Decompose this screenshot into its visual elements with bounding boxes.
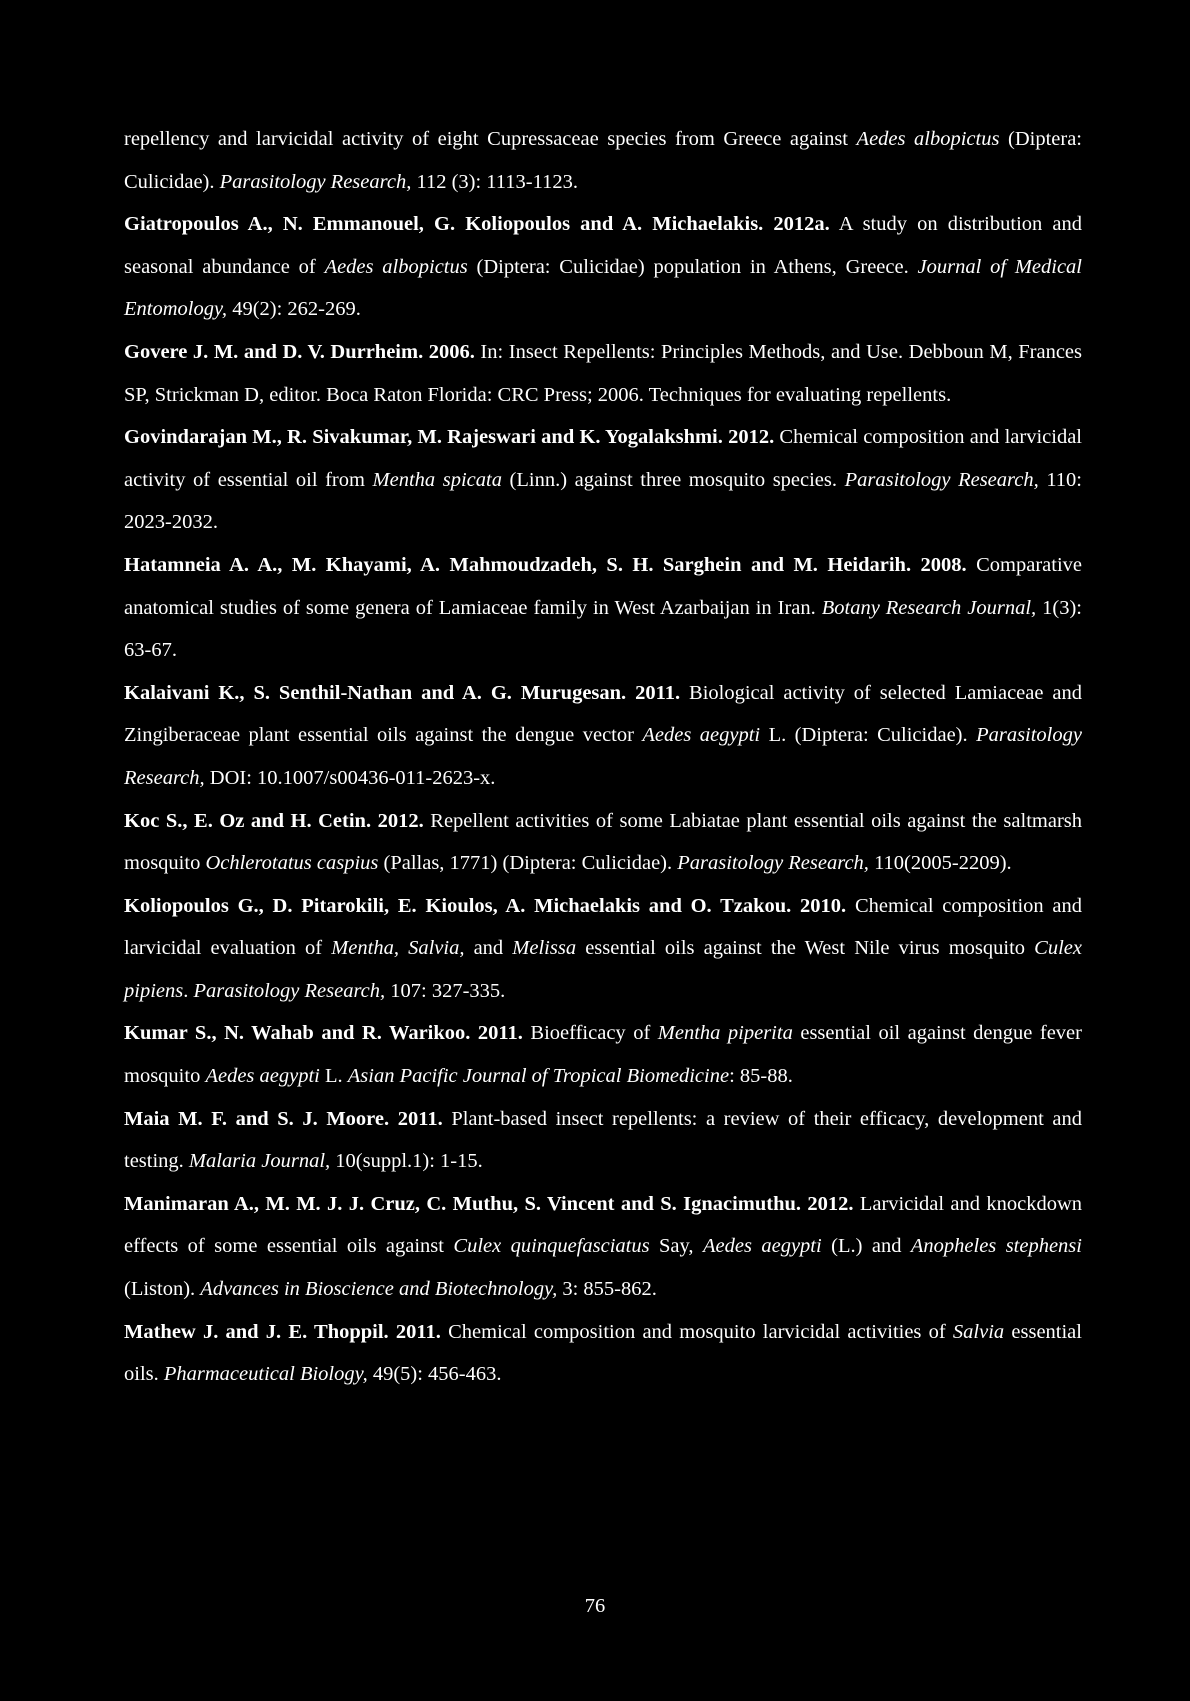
reference-entry-govindarajan <box>124 416 1082 544</box>
reference-entry-mathew <box>124 1311 1082 1396</box>
reference-entry-manimaran <box>124 1183 1082 1311</box>
reference-text: Comparative anatomical studies of some genera of Lamiaceae family in West Azarbaijan in Iran. <box>124 553 1083 619</box>
reference-citation: : 85-88. <box>729 1065 793 1088</box>
reference-authors: Kalaivani K., S. Senthil-Nathan and A. G. Murugesan. 2011. <box>124 681 681 704</box>
reference-text: (Linn.) against three mosquito species. <box>501 468 845 491</box>
species-name: Aedes albopictus <box>856 128 1000 150</box>
reference-authors: Giatropoulos A., N. Emmanouel, G. Koliopoulos and A. Michaelakis. 2012a. <box>124 213 830 236</box>
reference-citation: 1(3): 63-67. <box>124 596 1082 662</box>
reference-citation: 112 (3): 1113-1123. <box>411 170 578 193</box>
journal-name: Parasitology Research, <box>219 170 412 193</box>
reference-text: essential oil against dengue fever mosquito <box>124 1022 1082 1088</box>
reference-citation: 3: 855-862. <box>557 1278 657 1301</box>
reference-text: (L.) and <box>821 1235 911 1258</box>
reference-entry-kumar <box>124 1012 1082 1097</box>
reference-text: A study on distribution and seasonal abundance of <box>124 213 1082 278</box>
species-name: Culex pipiens <box>124 937 1082 1002</box>
species-name: Mentha, Salvia, <box>331 937 465 960</box>
species-name: Melissa <box>512 937 577 960</box>
reference-entry-maia <box>124 1098 1082 1183</box>
reference-text: (Diptera: Culicidae). <box>124 128 1082 193</box>
reference-authors: Hatamneia A. A., M. Khayami, A. Mahmoudzadeh, S. H. Sarghein and M. Heidarih. 2008. <box>124 553 967 576</box>
journal-name: Malaria Journal, <box>188 1150 331 1173</box>
reference-entry-koc <box>124 800 1082 885</box>
reference-text: (Diptera: Culicidae) population in Athens, Greece. <box>467 255 918 278</box>
journal-name: Pharmaceutical Biology, <box>163 1363 368 1386</box>
reference-text: L. <box>319 1065 348 1088</box>
reference-text: essential oils against the West Nile virus mosquito <box>576 937 1035 960</box>
journal-name: Journal of Medical Entomology, <box>124 255 1082 321</box>
reference-authors: Manimaran A., M. M. J. J. Cruz, C. Muthu, S. Vincent and S. Ignacimuthu. 2012. <box>124 1192 854 1215</box>
species-name: Aedes aegypti <box>205 1065 320 1088</box>
reference-citation: 110: 2023-2032. <box>124 468 1082 534</box>
journal-name: Parasitology Research, <box>844 468 1039 491</box>
reference-text: essential oils. <box>124 1320 1082 1386</box>
reference-text: Plant-based insect repellents: a review of their efficacy, development and testing. <box>124 1107 1082 1173</box>
reference-text: In: Insect Repellents: Principles Methods, and Use. Debboun M, Frances SP, Strickman D, editor. Boca Raton Florida: CRC Press; 2006. Techniques for evaluating repellents. <box>124 340 1083 406</box>
reference-text: (Liston). <box>124 1278 201 1301</box>
page-number: 76 <box>584 1595 606 1617</box>
species-name: Aedes aegypti <box>702 1235 822 1258</box>
reference-citation: 49(5): 456-463. <box>367 1363 502 1386</box>
species-name: Mentha piperita <box>657 1022 793 1045</box>
reference-text: repellency and larvicidal activity of eight Cupressaceae species from Greece against <box>124 128 857 150</box>
journal-name: Advances in Bioscience and Biotechnology, <box>200 1278 558 1301</box>
reference-text: (Pallas, 1771) (Diptera: Culicidae). <box>378 852 678 875</box>
reference-text: . <box>183 979 194 1002</box>
reference-text: and <box>464 937 513 960</box>
reference-text: Chemical composition and larvicidal activity of essential oil from <box>124 426 1082 491</box>
species-name: Aedes albopictus <box>324 255 468 278</box>
reference-text: L. (Diptera: Culicidae). <box>760 724 977 747</box>
reference-citation: 49(2): 262-269. <box>227 298 361 321</box>
reference-text: Say, <box>649 1235 703 1258</box>
species-name: Culex quinquefasciatus <box>453 1235 650 1258</box>
reference-citation: 110(2005-2209). <box>868 852 1012 875</box>
reference-authors: Govere J. M. and D. V. Durrheim. 2006. <box>124 340 475 363</box>
reference-text: Repellent activities of some Labiatae plant essential oils against the saltmarsh mosquito <box>124 809 1082 875</box>
species-name: Mentha spicata <box>372 468 502 491</box>
species-name: Ochlerotatus caspius <box>205 852 379 875</box>
reference-entry-continuation <box>124 118 1082 203</box>
journal-name: Parasitology Research, <box>193 979 386 1002</box>
reference-text: Chemical composition and mosquito larvicidal activities of <box>440 1320 953 1343</box>
reference-citation: 107: 327-335. <box>385 979 506 1002</box>
reference-entry-govere <box>124 331 1082 416</box>
species-name: Salvia <box>952 1320 1005 1343</box>
reference-entry-hatamneia <box>124 544 1082 672</box>
journal-name: Asian Pacific Journal of Tropical Biomedicine <box>347 1065 730 1088</box>
reference-list <box>124 118 1082 1396</box>
reference-entry-giatropoulos <box>124 203 1082 331</box>
reference-authors: Kumar S., N. Wahab and R. Warikoo. 2011. <box>124 1022 523 1045</box>
reference-citation: 10(suppl.1): 1-15. <box>330 1150 483 1173</box>
reference-text: Larvicidal and knockdown effects of some essential oils against <box>124 1192 1083 1258</box>
reference-text: Bioefficacy of <box>522 1022 658 1045</box>
reference-entry-kalaivani <box>124 672 1082 800</box>
reference-text: Chemical composition and larvicidal evaluation of <box>124 894 1082 960</box>
reference-authors: Mathew J. and J. E. Thoppil. 2011. <box>124 1320 441 1343</box>
species-name: Anopheles stephensi <box>910 1235 1082 1258</box>
reference-authors: Govindarajan M., R. Sivakumar, M. Rajeswari and K. Yogalakshmi. 2012. <box>124 426 775 449</box>
reference-authors: Maia M. F. and S. J. Moore. 2011. <box>124 1107 443 1130</box>
reference-entry-koliopoulos <box>124 885 1082 1013</box>
reference-text: Biological activity of selected Lamiaceae and Zingiberaceae plant essential oils against the dengue vector <box>124 681 1082 747</box>
reference-authors: Koc S., E. Oz and H. Cetin. 2012. <box>124 809 424 832</box>
reference-authors: Koliopoulos G., D. Pitarokili, E. Kioulos, A. Michaelakis and O. Tzakou. 2010. <box>124 894 847 917</box>
journal-name: Parasitology Research, <box>677 852 869 875</box>
journal-name: Botany Research Journal, <box>821 596 1037 619</box>
journal-name: Parasitology Research, <box>124 724 1082 789</box>
species-name: Aedes aegypti <box>642 724 761 747</box>
reference-citation: DOI: 10.1007/s00436-011-2623-x. <box>204 766 496 789</box>
